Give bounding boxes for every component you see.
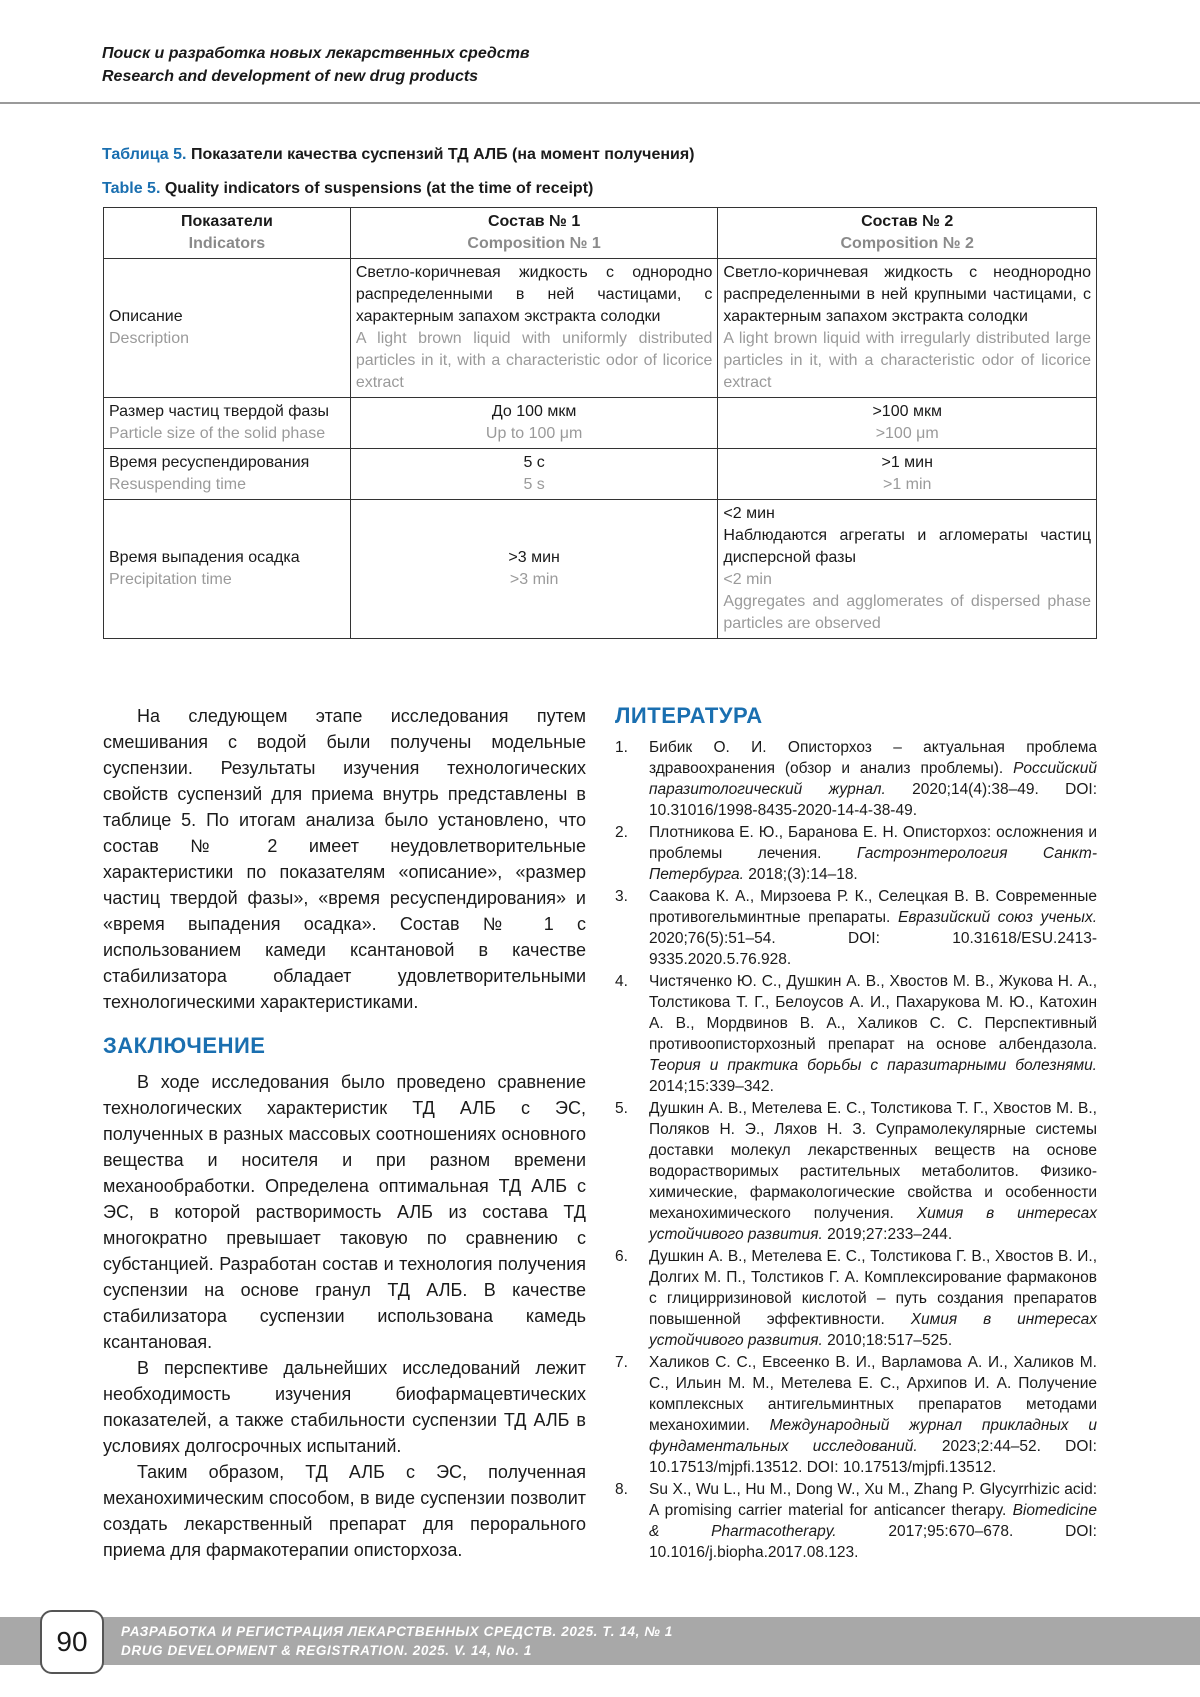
table-header-row [104, 208, 1097, 259]
composition-1-cell: До 100 мкм Up to 100 μm [350, 398, 718, 449]
composition-2-cell: >1 мин >1 min [718, 449, 1097, 500]
table-row [104, 500, 1097, 639]
table-caption-en [102, 180, 593, 198]
indicator-cell: Описание Description [104, 259, 351, 398]
footer-journal-en: DRUG DEVELOPMENT & REGISTRATION. 2025. V. 14, No. 1 [121, 1643, 532, 1658]
header-composition-2: Состав № 2 Composition № 2 [718, 208, 1097, 259]
composition-1-cell: 5 с 5 s [350, 449, 718, 500]
header-composition-1: Состав № 1 Composition № 1 [350, 208, 718, 259]
references-heading: ЛИТЕРАТУРА [615, 703, 763, 728]
running-header-ru: Поиск и разработка новых лекарственных средств [102, 45, 530, 62]
composition-1-cell: >3 мин >3 min [350, 500, 718, 639]
table-caption-en-number: Table 5. [102, 180, 161, 197]
reference-item: 4. Чистяченко Ю. С., Душкин А. В., Хвостов М. В., Жукова Н. А., Толстикова Т. Г., Белоусов А. И., Пахарукова М. Ю., Катохин А. В., Мордвинов В. А., Халиков С. С. Перспективный противоописторхозный препарат на основе албендазола. Теория и практика борьбы с паразитарными болезнями. 2014;15:339–342. [615, 973, 1097, 1095]
body-paragraph: На следующем этапе исследования путем смешивания с водой были получены модельные суспензии. Результаты изучения технологических свойств суспензий для приема внутрь представлены в таблице 5. По итогам анализа было установлено, что состав № 2 имеет неудовлетворительные характеристики по показателям «описание», «размер частиц твердой фазы», «время ресуспендирования» и «время выпадения осадка». Состав № 1 с использованием камеди ксантановой в качестве стабилизатора обладает удовлетворительными технологическими характеристиками. [103, 706, 586, 1012]
composition-2-cell: Светло-коричневая жидкость с неоднородно распределенными в ней крупными частицами, с характерным запахом экстракта солодки A light brown liquid with irregularly distributed large particles in it, with a characteristic odor of licorice extract [718, 259, 1097, 398]
reference-item: 8. Su X., Wu L., Hu M., Dong W., Xu M., Zhang P. Glycyrrhizic acid: A promising carrier material for anticancer therapy. Biomedicine & Pharmacotherapy. 2017;95:670–678. DOI: 10.1016/j.biopha.2017.08.123. [615, 1481, 1097, 1561]
reference-item: 1. Бибик О. И. Описторхоз – актуальная проблема здравоохранения (обзор и анализ проблемы). Российский паразитологический журнал. 2020;14(4):38–49. DOI: 10.31016/1998-8435-2020-14-4-38-49. [615, 739, 1098, 819]
reference-item: 2. Плотникова Е. Ю., Баранова Е. Н. Описторхоз: осложнения и проблемы лечения. Гастроэнтерология Санкт-Петербурга. 2018;(3):14–18. [615, 824, 1097, 883]
conclusion-heading: ЗАКЛЮЧЕНИЕ [103, 1033, 266, 1058]
table-caption-ru-number: Таблица 5. [102, 146, 187, 163]
table-row [104, 449, 1097, 500]
reference-item: 6. Душкин А. В., Метелева Е. С., Толстикова Г. В., Хвостов В. И., Долгих М. П., Толстиков Г. А. Комплексирование фармаконов с глицирризиновой кислотой – путь создания препаратов повышенной эффективности. Химия в интересах устойчивого развития. 2010;18:517–525. [615, 1248, 1097, 1349]
header-divider [0, 102, 1200, 104]
quality-indicators-table [103, 207, 1097, 639]
indicator-cell: Размер частиц твердой фазы Particle size of the solid phase [104, 398, 351, 449]
references-list [615, 737, 1097, 1563]
running-header [102, 42, 530, 88]
references-column [615, 703, 1097, 1564]
footer-journal-ru: РАЗРАБОТКА И РЕГИСТРАЦИЯ ЛЕКАРСТВЕННЫХ СРЕДСТВ. 2025. Т. 14, № 1 [121, 1624, 673, 1639]
page-number: 90 [40, 1610, 104, 1674]
composition-1-cell: Светло-коричневая жидкость с однородно распределенными в ней частицами, с характерным запахом экстракта солодки A light brown liquid with uniformly distributed particles in it, with a characteristic odor of licorice extract [350, 259, 718, 398]
composition-2-cell: >100 мкм >100 μm [718, 398, 1097, 449]
table-caption-ru-text: Показатели качества суспензий ТД АЛБ (на момент получения) [190, 146, 695, 163]
body-paragraph: В перспективе дальнейших исследований лежит необходимость изучения биофармацевтических показателей, а также стабильности суспензии ТД АЛБ в условиях долгосрочных испытаний. [103, 1358, 586, 1456]
table-caption-en-text: Quality indicators of suspensions (at the time of receipt) [164, 180, 594, 197]
reference-item: 7. Халиков С. С., Евсеенко В. И., Варламова А. И., Халиков М. С., Ильин М. М., Метелева Е. С., Архипов И. А. Получение комплексных антигельминтных препаратов методами механохимии. Международный журнал прикладных и фундаментальных исследований. 2023;2:44–52. DOI: 10.17513/mjpfi.13512. DOI: 10.17513/mjpfi.13512. [615, 1354, 1097, 1476]
composition-2-cell: <2 мин Наблюдаются агрегаты и агломераты частиц дисперсной фазы <2 min Aggregates and agglomerates of dispersed phase particles are observed [718, 500, 1097, 639]
body-paragraph: В ходе исследования было проведено сравнение технологических характеристик ТД АЛБ с ЭС, полученных в разных массовых соотношениях основного вещества и носителя и при разном времени механообработки. Определена оптимальная ТД АЛБ с ЭС, в которой растворимость АЛБ из состава ТД многократно превышает таковую по сравнению с субстанцией. Разработан состав и технология получения суспензии на основе гранул ТД АЛБ. В качестве стабилизатора суспензии использована камедь ксантановая. [103, 1072, 586, 1352]
body-text-column [103, 703, 586, 1563]
body-paragraph: Таким образом, ТД АЛБ с ЭС, полученная механохимическим способом, в виде суспензии позволит создать лекарственный препарат для перорального приема для фармакотерапии описторхоза. [103, 1462, 586, 1560]
reference-item: 5. Душкин А. В., Метелева Е. С., Толстикова Т. Г., Хвостов М. В., Поляков Н. Э., Ляхов Н. З. Супрамолекулярные системы доставки молекул лекарственных веществ на основе водорастворимых растительных метаболитов. Физико-химические, фармакологические свойства и особенности механохимического получения. Химия в интересах устойчивого развития. 2019;27:233–244. [615, 1100, 1098, 1243]
header-indicators: Показатели Indicators [104, 208, 351, 259]
reference-item: 3. Саакова К. А., Мирзоева Р. К., Селецкая В. В. Современные противогельминтные препараты. Евразийский союз ученых. 2020;76(5):51–54. DOI: 10.31618/ESU.2413-9335.2020.5.76.928. [615, 888, 1098, 968]
indicator-cell: Время ресуспендирования Resuspending time [104, 449, 351, 500]
indicator-cell: Время выпадения осадка Precipitation time [104, 500, 351, 639]
table-caption-ru [102, 146, 695, 164]
table-row [104, 398, 1097, 449]
footer-journal-info [121, 1622, 673, 1660]
running-header-en: Research and development of new drug products [102, 68, 479, 85]
table-row [104, 259, 1097, 398]
